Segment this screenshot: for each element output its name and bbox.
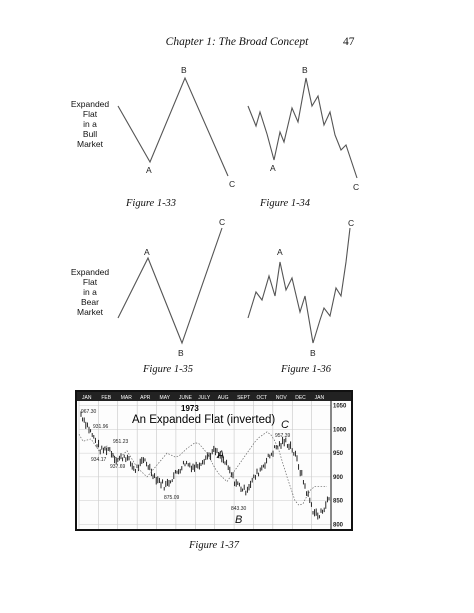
wave-label-a: A: [144, 247, 150, 257]
y-tick-label: 800: [333, 522, 344, 529]
point-label: 843.30: [231, 506, 247, 512]
wave-label-b: B: [302, 65, 308, 75]
figure-1-34-diagram: [248, 65, 359, 192]
point-label: 875.09: [164, 495, 180, 501]
wave-label-b: B: [178, 348, 184, 358]
side-label-line: Flat: [82, 109, 98, 119]
figure-caption: Figure 1-36: [281, 364, 332, 375]
chart-year: 1973: [181, 404, 199, 413]
side-label-line: Flat: [82, 277, 98, 287]
point-label: 931.96: [93, 424, 109, 430]
page-header-title: Chapter 1: The Broad Concept: [165, 36, 309, 48]
month-label: APR: [140, 395, 151, 401]
figure-1-35-diagram: [118, 217, 225, 358]
wave-label-a: A: [146, 165, 152, 175]
month-header-band: [77, 392, 351, 401]
month-label: MAR: [120, 395, 132, 401]
figure-1-33-diagram: [118, 65, 235, 189]
wave-label-a: A: [270, 163, 276, 173]
side-label-line: Market: [77, 307, 103, 317]
y-tick-label: 1050: [333, 403, 347, 410]
chart-wave-label-a: A: [217, 449, 225, 461]
point-label: 937.69: [110, 464, 126, 470]
wave-label-c: C: [229, 179, 236, 189]
wave-line: [118, 228, 222, 343]
month-label: JULY: [198, 395, 211, 401]
y-tick-label: 900: [333, 474, 344, 481]
month-label: JAN: [82, 395, 92, 401]
figure-caption: Figure 1-33: [126, 198, 177, 209]
y-tick-label: 950: [333, 451, 344, 458]
figure-caption: Figure 1-35: [143, 364, 194, 375]
wave-line: [248, 78, 357, 178]
point-label: 967.30: [81, 409, 97, 415]
side-label-line: Expanded: [70, 267, 110, 277]
wave-label-b: B: [310, 348, 316, 358]
side-label-line: Bear: [81, 297, 99, 307]
chart-canvas: [77, 392, 351, 529]
side-label-line: Bull: [82, 129, 98, 139]
y-tick-labels: [333, 404, 347, 529]
wave-label-c: C: [353, 182, 360, 192]
page-number: 47: [343, 36, 355, 48]
figure-1-37-chart: [75, 390, 353, 531]
side-label-line: Expanded: [70, 99, 110, 109]
side-label-line: Market: [77, 139, 103, 149]
figure-caption: Figure 1-37: [189, 540, 240, 551]
wave-label-c: C: [348, 218, 355, 228]
month-label: SEPT: [237, 395, 251, 401]
chart-title: An Expanded Flat (inverted): [132, 414, 276, 426]
chart-wave-label-c: C: [281, 419, 289, 431]
wave-line: [248, 228, 350, 343]
y-tick-label: 1000: [333, 427, 347, 434]
figure-1-36-diagram: [248, 218, 354, 358]
month-label: AUG: [217, 395, 229, 401]
figure-caption: Figure 1-34: [260, 198, 311, 209]
wave-label-c: C: [219, 217, 226, 227]
side-label-line: in a: [83, 287, 97, 297]
wave-line: [118, 78, 228, 176]
month-label: NOV: [275, 395, 287, 401]
chart-wave-label-b: B: [235, 514, 243, 526]
month-label: MAY: [159, 395, 171, 401]
point-label: 951.23: [113, 439, 129, 445]
point-label: 957.39: [275, 433, 291, 439]
month-label: JAN: [314, 395, 325, 401]
point-label: 934.17: [91, 457, 107, 463]
month-label: DEC: [295, 395, 306, 401]
month-label: OCT: [256, 395, 268, 401]
side-label-line: in a: [83, 119, 97, 129]
month-label: FEB: [101, 395, 112, 401]
wave-label-b: B: [181, 65, 187, 75]
month-label: JUNE: [178, 395, 192, 401]
y-tick-label: 850: [333, 498, 344, 505]
wave-label-a: A: [277, 247, 283, 257]
